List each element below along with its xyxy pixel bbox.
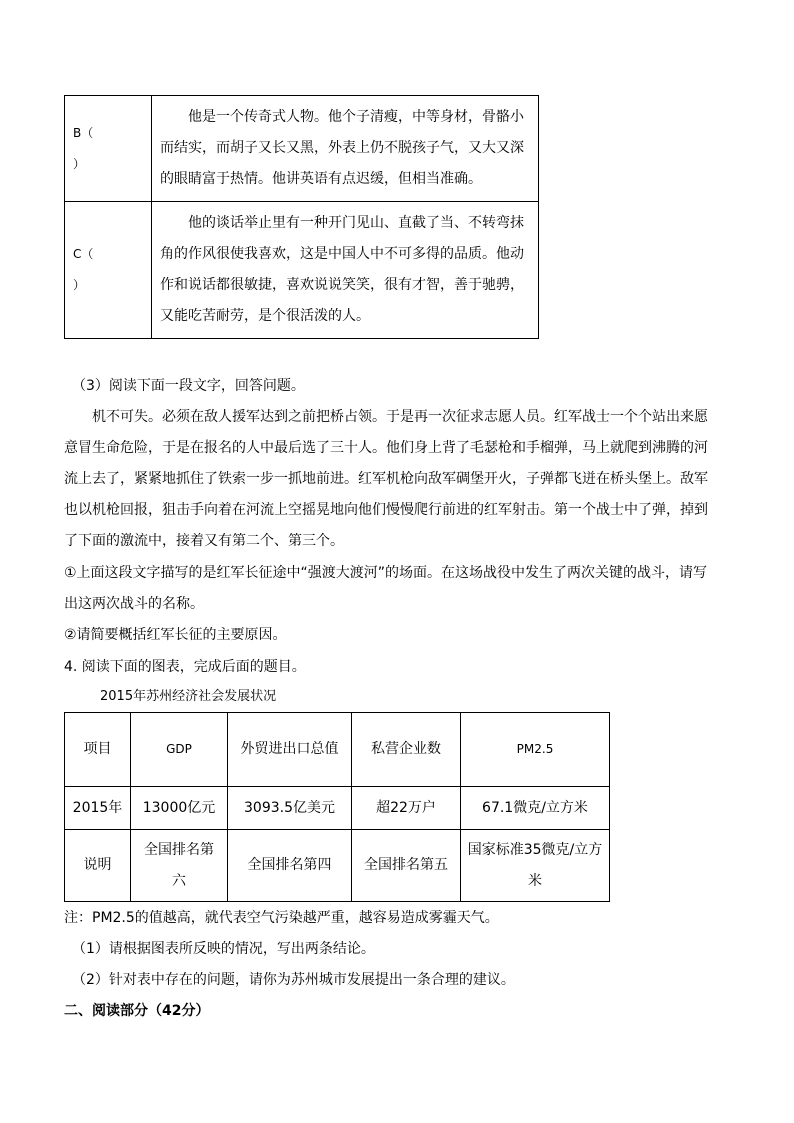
table-cell: 全国排名第四 [228,830,352,902]
header-cell: 项目 [65,713,131,787]
description-text: 他的谈话举止里有一种开门见山、直截了当、不转弯抹角的作风很使我喜欢，这是中国人中不可多得的品质。他动作和说话都很敏捷，喜欢说说笑笑，很有才智，善于驰骋，又能吃苦耐劳，是个很活泼的人。 [152,202,539,339]
header-cell: GDP [131,713,228,787]
label-open: B（ [73,125,94,140]
table-cell: 2015年 [65,787,131,830]
table-row [65,830,610,902]
table-cell: 超22万户 [352,787,461,830]
question-3-sub1: ①上面这段文字描写的是红军长征途中“强渡大渡河”的场面。在这场战役中发生了两次关键的战斗，请写出这两次战斗的名称。 [64,565,708,612]
table-header-row [65,713,610,787]
question-4-sub2: （2）针对表中存在的问题，请你为苏州城市发展提出一条合理的建议。 [72,972,515,988]
table-row [65,202,539,339]
table-cell: 全国排名第五 [352,830,461,902]
label-open: C（ [73,247,94,261]
passage-text: 机不可失。必须在敌人援军达到之前把桥占领。于是再一次征求志愿人员。红军战士一个个站出来愿意冒生命危险，于是在报名的人中最后选了三十人。他们身上背了毛瑟枪和手榴弹，马上就爬到沸腾的河流上去了，紧紧地抓住了铁索一步一抓地前进。红军机枪向敌军碉堡开火，子弹都飞迸在桥头堡上。敌军也以机枪回报，狙击手向着在河流上空摇晃地向他们慢慢爬行前进的红军射击。第一个战士中了弹，掉到了下面的激流中，接着又有第二个、第三个。 [64,409,708,549]
option-label [65,96,152,202]
question-3-heading: （3）阅读下面一段文字，回答问题。 [72,378,305,394]
label-close: ） [73,278,86,292]
table-note: 注：PM2.5的值越高，就代表空气污染越严重，越容易造成雾霾天气。 [64,910,499,926]
option-label [65,202,152,339]
description-text: 他是一个传奇式人物。他个子清瘦，中等身材，骨骼小而结实，而胡子又长又黑，外表上仍不脱孩子气，又大又深的眼睛富于热情。他讲英语有点迟缓，但相当准确。 [152,96,539,202]
table-cell: 13000亿元 [131,787,228,830]
question-3-sub2: ②请简要概括红军长征的主要原因。 [64,627,287,643]
question-4-sub1: （1）请根据图表所反映的情况，写出两条结论。 [72,941,375,957]
table-cell: 国家标准35微克/立方米 [461,830,610,902]
label-close: ） [73,156,86,171]
suzhou-stats-table [64,712,610,902]
question-4-heading: 4. 阅读下面的图表，完成后面的题目。 [64,659,306,675]
table-cell: 67.1微克/立方米 [461,787,610,830]
section-heading: 二、阅读部分（42分） [64,1003,210,1019]
table-cell: 说明 [65,830,131,902]
header-cell: 外贸进出口总值 [228,713,352,787]
table-cell: 3093.5亿美元 [228,787,352,830]
header-cell: 私营企业数 [352,713,461,787]
header-cell: PM2.5 [461,713,610,787]
table-caption: 2015年苏州经济社会发展状况 [100,689,277,704]
table-row [65,787,610,830]
table-cell: 全国排名第六 [131,830,228,902]
character-description-table [64,95,539,339]
table-row [65,96,539,202]
